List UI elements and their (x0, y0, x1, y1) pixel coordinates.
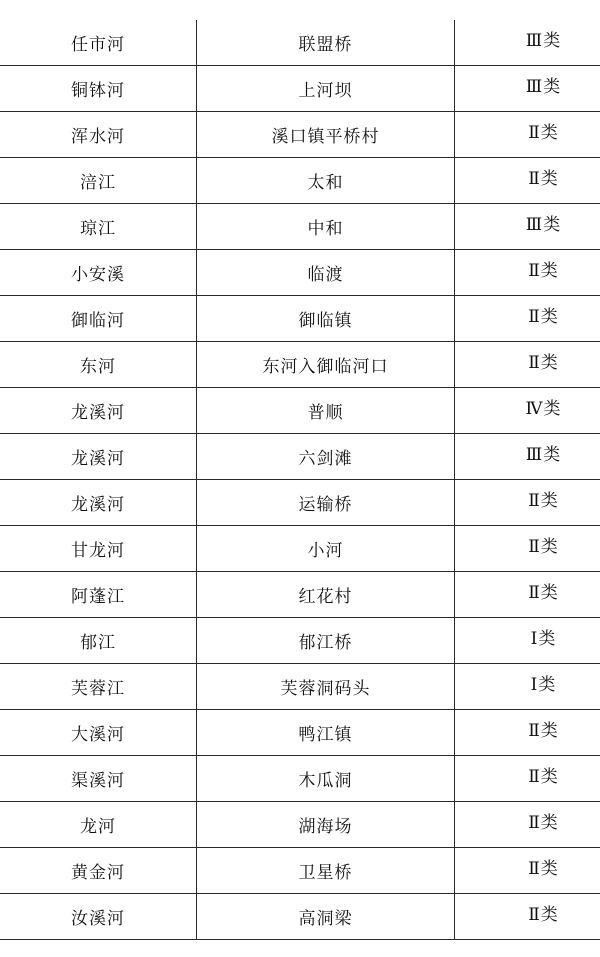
water-class-cell (455, 204, 600, 250)
monitoring-section-cell: 临渡 (197, 250, 455, 296)
water-class-label: Ⅱ类 (528, 859, 559, 879)
river-name-cell: 龙溪河 (0, 480, 197, 526)
monitoring-section-cell: 小河 (197, 526, 455, 572)
water-class-label: Ⅲ类 (525, 77, 562, 97)
monitoring-section-cell: 中和 (197, 204, 455, 250)
monitoring-section-cell: 普顺 (197, 388, 455, 434)
water-quality-table (0, 20, 600, 940)
river-name-cell: 黄金河 (0, 848, 197, 894)
table-row (0, 802, 600, 848)
water-class-cell (455, 250, 600, 296)
water-class-label: Ⅱ类 (528, 767, 559, 787)
river-name-cell: 铜钵河 (0, 66, 197, 112)
water-class-label: Ⅲ类 (525, 215, 562, 235)
river-name-cell: 郁江 (0, 618, 197, 664)
river-name-cell: 小安溪 (0, 250, 197, 296)
table-row (0, 342, 600, 388)
water-class-cell (455, 618, 600, 664)
table-row (0, 112, 600, 158)
river-name-cell: 琼江 (0, 204, 197, 250)
monitoring-section-cell: 运输桥 (197, 480, 455, 526)
water-class-label: Ⅱ类 (528, 813, 559, 833)
table-row (0, 526, 600, 572)
monitoring-section-cell: 联盟桥 (197, 20, 455, 66)
monitoring-section-cell: 郁江桥 (197, 618, 455, 664)
monitoring-section-cell: 鸭江镇 (197, 710, 455, 756)
water-class-label: Ⅲ类 (525, 445, 562, 465)
table-row (0, 434, 600, 480)
river-name-cell: 龙溪河 (0, 434, 197, 480)
monitoring-section-cell: 芙蓉洞码头 (197, 664, 455, 710)
monitoring-section-cell: 高洞梁 (197, 894, 455, 940)
river-name-cell: 龙河 (0, 802, 197, 848)
monitoring-section-cell: 六剑滩 (197, 434, 455, 480)
water-class-cell (455, 480, 600, 526)
table-row (0, 20, 600, 66)
water-class-cell (455, 526, 600, 572)
water-class-cell (455, 802, 600, 848)
water-class-label: Ⅱ类 (528, 169, 559, 189)
water-class-label: Ⅱ类 (528, 491, 559, 511)
water-class-label: Ⅱ类 (528, 721, 559, 741)
water-class-label: Ⅱ类 (528, 123, 559, 143)
river-name-cell: 阿蓬江 (0, 572, 197, 618)
monitoring-section-cell: 御临镇 (197, 296, 455, 342)
table-row (0, 756, 600, 802)
table-body (0, 20, 600, 940)
monitoring-section-cell: 木瓜洞 (197, 756, 455, 802)
table-row (0, 158, 600, 204)
river-name-cell: 涪江 (0, 158, 197, 204)
river-name-cell: 龙溪河 (0, 388, 197, 434)
table-row (0, 204, 600, 250)
monitoring-section-cell: 东河入御临河口 (197, 342, 455, 388)
table-row (0, 848, 600, 894)
water-class-label: Ⅱ类 (528, 261, 559, 281)
table-row (0, 250, 600, 296)
water-class-label: Ⅱ类 (528, 537, 559, 557)
river-name-cell: 大溪河 (0, 710, 197, 756)
river-name-cell: 东河 (0, 342, 197, 388)
water-class-label: Ⅱ类 (528, 307, 559, 327)
water-class-cell (455, 848, 600, 894)
water-class-cell (455, 342, 600, 388)
table-row (0, 66, 600, 112)
river-name-cell: 任市河 (0, 20, 197, 66)
table-row (0, 480, 600, 526)
water-class-label: Ⅱ类 (528, 583, 559, 603)
monitoring-section-cell: 红花村 (197, 572, 455, 618)
monitoring-section-cell: 溪口镇平桥村 (197, 112, 455, 158)
water-class-label: Ⅱ类 (528, 905, 559, 925)
water-class-label: Ⅱ类 (528, 353, 559, 373)
table-row (0, 710, 600, 756)
water-quality-table-container (0, 20, 600, 940)
water-class-cell (455, 112, 600, 158)
water-class-cell (455, 894, 600, 940)
table-row (0, 572, 600, 618)
water-class-cell (455, 434, 600, 480)
table-row (0, 388, 600, 434)
table-row (0, 618, 600, 664)
water-class-cell (455, 664, 600, 710)
water-class-cell (455, 296, 600, 342)
water-class-cell (455, 158, 600, 204)
monitoring-section-cell: 太和 (197, 158, 455, 204)
river-name-cell: 甘龙河 (0, 526, 197, 572)
monitoring-section-cell: 湖海场 (197, 802, 455, 848)
river-name-cell: 渠溪河 (0, 756, 197, 802)
table-row (0, 894, 600, 940)
water-class-label: Ⅰ类 (530, 675, 557, 695)
river-name-cell: 御临河 (0, 296, 197, 342)
water-class-cell (455, 20, 600, 66)
river-name-cell: 芙蓉江 (0, 664, 197, 710)
water-class-label: Ⅰ类 (530, 629, 557, 649)
river-name-cell: 浑水河 (0, 112, 197, 158)
water-class-cell (455, 572, 600, 618)
water-class-cell (455, 66, 600, 112)
water-class-cell (455, 710, 600, 756)
table-row (0, 664, 600, 710)
water-class-label: Ⅲ类 (525, 31, 562, 51)
water-class-cell (455, 388, 600, 434)
water-class-label: Ⅳ类 (525, 399, 562, 419)
monitoring-section-cell: 卫星桥 (197, 848, 455, 894)
river-name-cell: 汝溪河 (0, 894, 197, 940)
water-class-cell (455, 756, 600, 802)
monitoring-section-cell: 上河坝 (197, 66, 455, 112)
table-row (0, 296, 600, 342)
